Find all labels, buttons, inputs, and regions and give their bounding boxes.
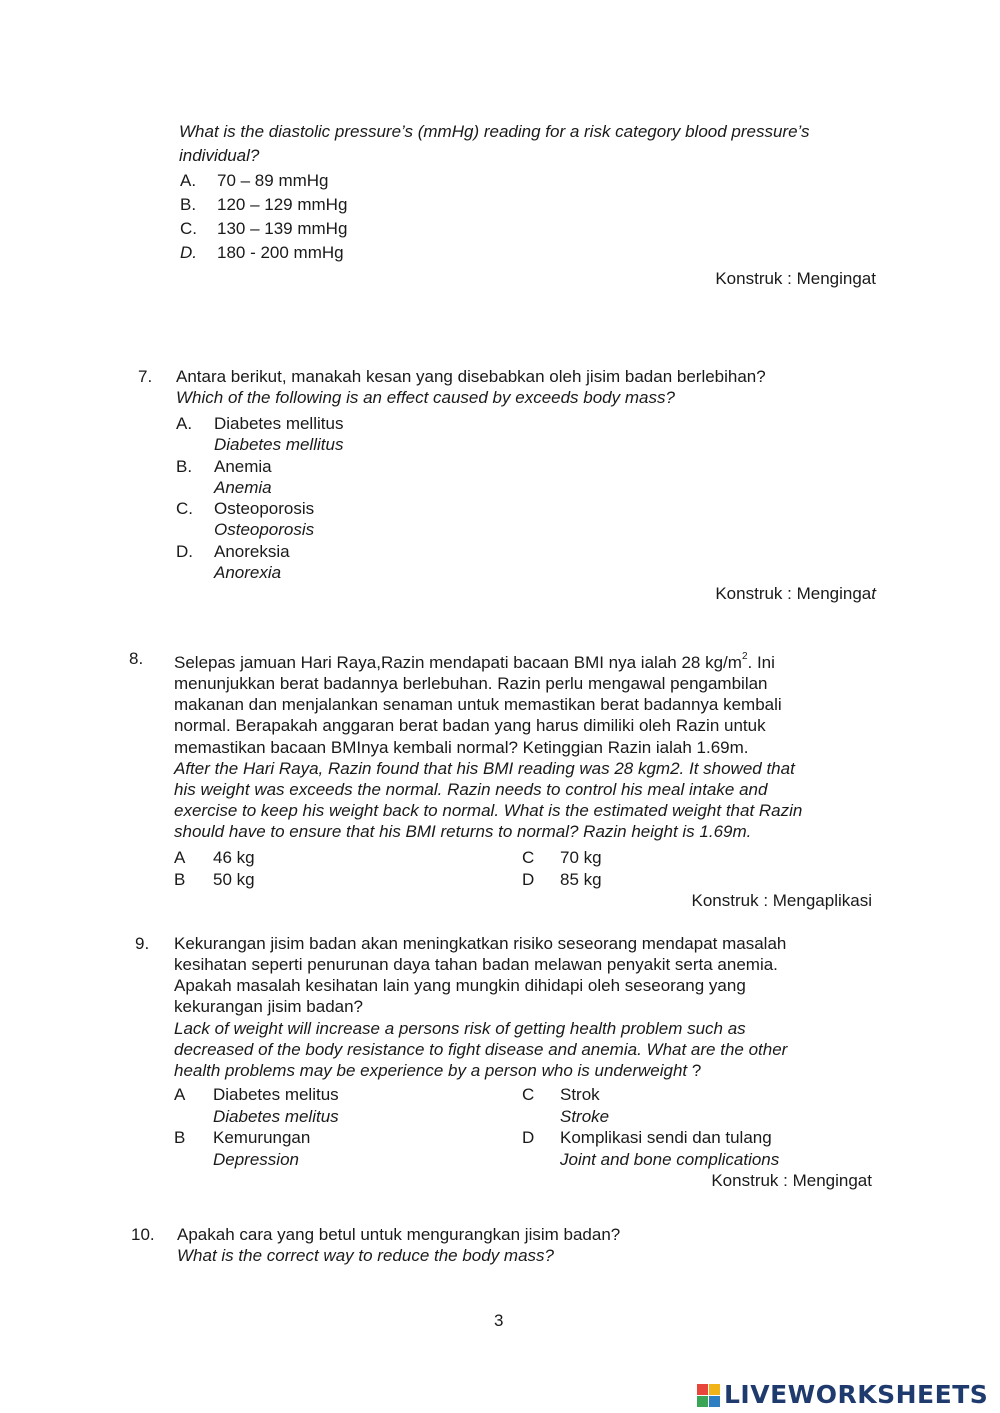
option-letter: C: [522, 1085, 535, 1104]
option-text-en: Stroke: [560, 1107, 610, 1126]
q9-konstruk: Konstruk : Mengingat: [711, 1171, 872, 1190]
option-letter: C.: [180, 219, 197, 238]
liveworksheets-logo-icon: [697, 1384, 720, 1407]
q9-ms-line3: Apakah masalah kesihatan lain yang mungkin dihidapi oleh seseorang yang: [174, 976, 746, 995]
q8-number: 8.: [129, 649, 144, 668]
option-text: 70 kg: [560, 848, 602, 867]
q8-ms-line4: normal. Berapakah anggaran berat badan yang harus dimiliki oleh Razin untuk: [174, 716, 766, 735]
option-letter: A.: [176, 414, 193, 433]
q6-question-en-line1: What is the diastolic pressure’s (mmHg) reading for a risk category blood pressure’s: [179, 122, 810, 141]
option-text-ms: Strok: [560, 1085, 600, 1104]
q8-konstruk: Konstruk : Mengaplikasi: [691, 891, 872, 910]
option-letter: C.: [176, 499, 193, 518]
option-text-en: Osteoporosis: [214, 520, 315, 539]
liveworksheets-branding[interactable]: [697, 1378, 988, 1412]
q8-ms-line3: makanan dan menjalankan senaman untuk memastikan berat badannya kembali: [174, 695, 782, 714]
q8-ms-line1: Selepas jamuan Hari Raya,Razin mendapati bacaan BMI nya ialah 28 $kg/m^2$. Ini: [174, 651, 775, 672]
page-number: 3: [494, 1311, 504, 1330]
q9-ms-line2: kesihatan seperti penurunan daya tahan badan melawan penyakit serta anemia.: [174, 955, 778, 974]
option-text-en: Joint and bone complications: [560, 1150, 780, 1169]
option-text: 70 – 89 mmHg: [217, 171, 329, 190]
option-letter: B: [174, 870, 186, 889]
option-text-ms: Diabetes mellitus: [214, 414, 344, 433]
q6-konstruk: Konstruk : Mengingat: [715, 269, 876, 288]
q9-en-line1: Lack of weight will increase a persons risk of getting health problem such as: [174, 1019, 746, 1038]
q9-en-line3: health problems may be experience by a person who is underweight ?: [174, 1061, 702, 1080]
q7-question-en: Which of the following is an effect caused by exceeds body mass?: [176, 388, 675, 407]
q6-question-en-line2: individual?: [179, 146, 260, 165]
q8-ms-line5: memastikan bacaan BMInya kembali normal? Ketinggian Razin ialah 1.69m.: [174, 738, 749, 757]
q9-number: 9.: [135, 934, 150, 953]
option-letter: D: [522, 1128, 535, 1147]
q8-en-line1: After the Hari Raya, Razin found that his BMI reading was 28 kgm2. It showed that: [174, 759, 795, 778]
option-text: 120 – 129 mmHg: [217, 195, 348, 214]
q9-en-line2: decreased of the body resistance to fight disease and anemia. What are the other: [174, 1040, 788, 1059]
q9-ms-line4: kekurangan jisim badan?: [174, 997, 364, 1016]
q10-number: 10.: [131, 1225, 155, 1244]
q8-en-line4: should have to ensure that his BMI returns to normal? Razin height is 1.69m.: [174, 822, 752, 841]
option-text-ms: Anemia: [214, 457, 272, 476]
option-text-en: Depression: [213, 1150, 299, 1169]
option-text: 180 - 200 mmHg: [217, 243, 344, 262]
option-text: 50 kg: [213, 870, 255, 889]
option-letter: A: [174, 1085, 186, 1104]
option-letter: D.: [180, 243, 197, 262]
option-letter: D: [522, 870, 535, 889]
option-letter: B.: [180, 195, 197, 214]
option-text-ms: Anoreksia: [214, 542, 290, 561]
option-text-ms: Kemurungan: [213, 1128, 311, 1147]
option-letter: A.: [180, 171, 197, 190]
q7-question-ms: Antara berikut, manakah kesan yang disebabkan oleh jisim badan berlebihan?: [176, 367, 766, 386]
option-text: 130 – 139 mmHg: [217, 219, 348, 238]
option-text: 46 kg: [213, 848, 255, 867]
option-text-en: Anemia: [214, 478, 272, 497]
option-text-en: Diabetes mellitus: [214, 435, 344, 454]
q9-ms-line1: Kekurangan jisim badan akan meningkatkan risiko seseorang mendapat masalah: [174, 934, 787, 953]
q8-en-line2: his weight was exceeds the normal. Razin needs to control his meal intake and: [174, 780, 768, 799]
option-letter: B: [174, 1128, 186, 1147]
q10-question-ms: Apakah cara yang betul untuk mengurangkan jisim badan?: [177, 1225, 621, 1244]
q7-konstruk: Konstruk : Mengingat: [715, 584, 876, 603]
option-text-ms: Osteoporosis: [214, 499, 315, 518]
option-letter: B.: [176, 457, 193, 476]
q8-en-line3: exercise to keep his weight back to normal. What is the estimated weight that Razin: [174, 801, 803, 820]
option-letter: D.: [176, 542, 193, 561]
q10-question-en: What is the correct way to reduce the body mass?: [177, 1246, 555, 1265]
q7-number: 7.: [138, 367, 153, 386]
option-text-ms: Diabetes melitus: [213, 1085, 339, 1104]
option-letter: A: [174, 848, 186, 867]
option-letter: C: [522, 848, 535, 867]
brand-name: LIVEWORKSHEETS: [724, 1380, 989, 1409]
option-text-ms: Komplikasi sendi dan tulang: [560, 1128, 772, 1147]
option-text: 85 kg: [560, 870, 602, 889]
q8-ms-line2: menunjukkan berat badannya berlebuhan. Razin perlu mengawal pengambilan: [174, 674, 768, 693]
option-text-en: Diabetes melitus: [213, 1107, 339, 1126]
option-text-en: Anorexia: [214, 563, 282, 582]
